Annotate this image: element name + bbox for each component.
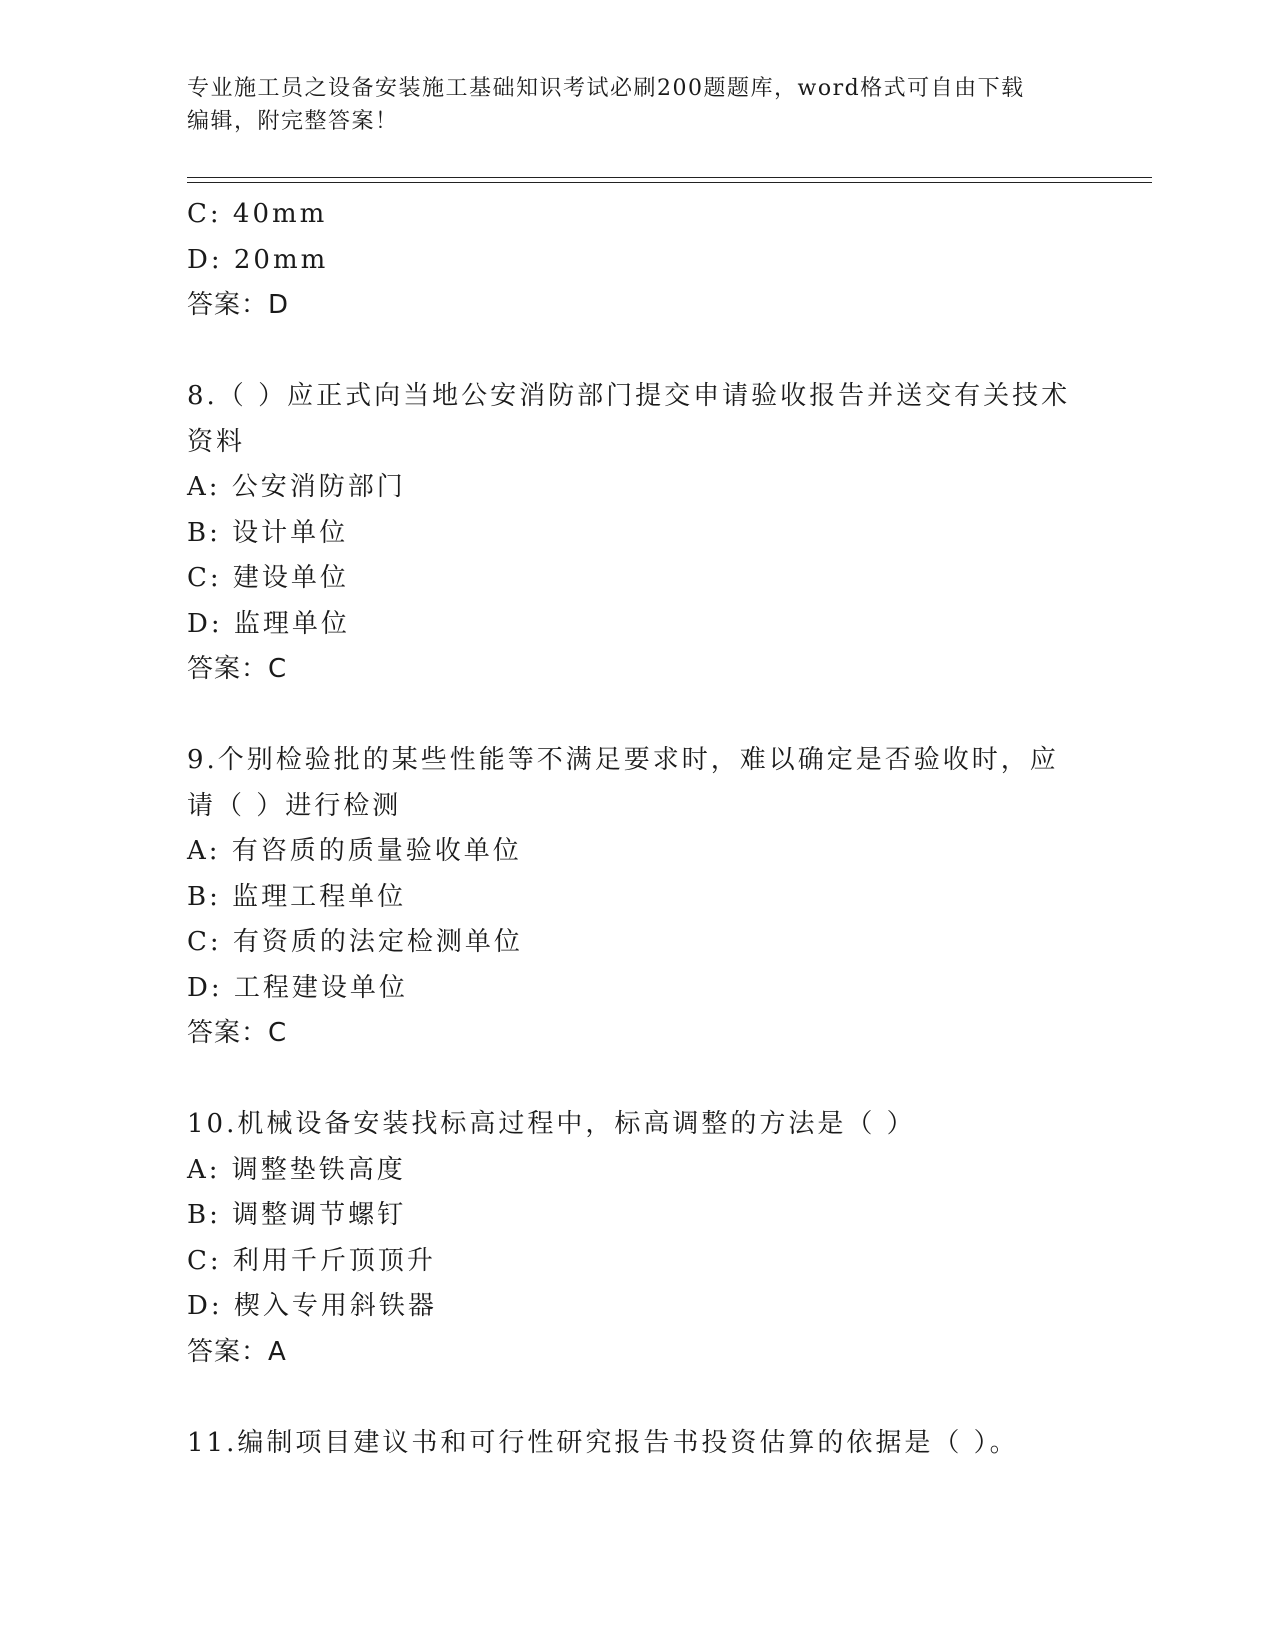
option-d: D: 20mm (187, 244, 329, 275)
question-stem: 10.机械设备安装找标高过程中，标高调整的方法是（ ） (187, 1109, 916, 1139)
question-10 (187, 1102, 1087, 1375)
document-header (187, 72, 1067, 138)
question-11 (187, 1421, 1087, 1467)
option-a: A: 公安消防部门 (187, 472, 406, 502)
option-b: B: 监理工程单位 (187, 881, 407, 912)
question-stem: 资料 (187, 426, 246, 457)
question-stem: 11.编制项目建议书和可行性研究报告书投资估算的依据是（ ）。 (187, 1427, 1019, 1458)
option-b: B: 调整调节螺钉 (187, 1200, 407, 1230)
answer: 答案：C (187, 654, 288, 684)
option-d: D: 工程建设单位 (187, 972, 408, 1003)
question-9 (187, 738, 1087, 1057)
option-a: A: 调整垫铁高度 (187, 1154, 406, 1185)
question-stem: 9.个别检验批的某些性能等不满足要求时，难以确定是否验收时，应 (187, 745, 1059, 775)
question-stem: 请（ ）进行检测 (187, 790, 402, 821)
option-d: D: 楔入专用斜铁器 (187, 1291, 437, 1321)
header-rule-top (187, 177, 1152, 178)
option-c: C: 有资质的法定检测单位 (187, 927, 523, 957)
answer: 答案：A (187, 1336, 287, 1367)
header-line-1: 专业施工员之设备安装施工基础知识考试必刷200题题库，word格式可自由下载 (187, 76, 1025, 101)
header-rule-bottom (187, 182, 1152, 183)
option-d: D: 监理单位 (187, 608, 350, 639)
question-stem: 8.（ ）应正式向当地公安消防部门提交申请验收报告并送交有关技术 (187, 381, 1071, 411)
option-c: C: 40mm (187, 199, 328, 229)
header-line-2: 编辑，附完整答案！ (187, 109, 399, 134)
answer: 答案：D (187, 290, 290, 320)
question-8 (187, 374, 1087, 693)
question-7 (187, 192, 1087, 329)
option-c: C: 利用千斤顶顶升 (187, 1245, 436, 1276)
answer: 答案：C (187, 1018, 288, 1048)
option-b: B: 设计单位 (187, 517, 349, 548)
option-a: A: 有咨质的质量验收单位 (187, 836, 522, 866)
option-c: C: 建设单位 (187, 563, 349, 593)
question-list (187, 192, 1087, 1466)
